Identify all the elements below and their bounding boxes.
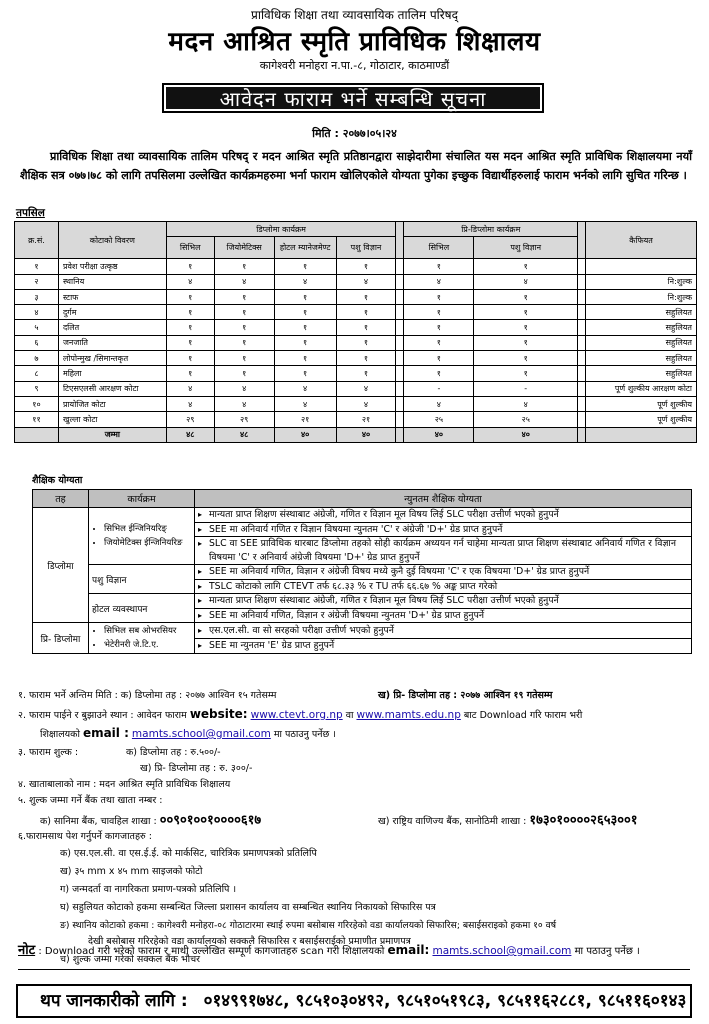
spacer-cell xyxy=(578,351,586,366)
requirement-item: ▸ SEE मा न्युनतम 'E' ग्रेड प्राप्त हुनुपर्ने xyxy=(195,639,691,653)
col-civil: सिभिल xyxy=(166,237,214,259)
level-diploma: डिप्लोमा xyxy=(33,508,89,623)
send-text: मा पठाउनु पर्नेछ । xyxy=(273,729,336,740)
cell-c2: १ xyxy=(214,259,274,274)
col-vet: पशु विज्ञान xyxy=(336,237,396,259)
cell-c3: ४ xyxy=(274,274,336,289)
cell-rem: पूर्ण शुल्कीय xyxy=(586,412,697,427)
cell-c4: १ xyxy=(336,289,396,304)
requirement-engineering xyxy=(195,508,692,565)
col-program: कार्यक्रम xyxy=(89,490,195,508)
spacer-cell xyxy=(578,366,586,381)
total-cell: ४० xyxy=(474,427,578,442)
cell-c4: ४ xyxy=(336,274,396,289)
cell-rem: सहुलियत xyxy=(586,366,697,381)
cell-c6: ४ xyxy=(474,274,578,289)
col-level: तह xyxy=(33,490,89,508)
program-vet: पशु विज्ञान xyxy=(89,565,195,594)
spacer-cell xyxy=(396,259,404,274)
bank2-account: १७३०१००००२६५३००१ xyxy=(529,813,638,828)
col-quota: कोटाको विवरण xyxy=(58,222,166,259)
requirement-item: ▸ मान्यता प्राप्त शिक्षण संस्थाबाट अंग्रेजी, गणित र विज्ञान मूल विषय लिई SLC परीक्षा उत्तीर्ण भएको हुनुपर्ने xyxy=(195,594,691,609)
cell-quota: स्थानिय xyxy=(58,274,166,289)
cell-c6: १ xyxy=(474,335,578,350)
table-row xyxy=(15,274,697,289)
cell-c2: १ xyxy=(214,335,274,350)
spacer-cell xyxy=(396,320,404,335)
spacer-cell xyxy=(396,412,404,427)
total-cell: ४८ xyxy=(214,427,274,442)
notice-title: आवेदन फाराम भर्ने सम्बन्धि सूचना xyxy=(166,87,540,109)
cell-c2: १ xyxy=(214,320,274,335)
table-row xyxy=(15,335,697,350)
spacer-cell xyxy=(578,274,586,289)
cell-c2: १ xyxy=(214,289,274,304)
spacer-cell xyxy=(578,289,586,304)
cell-c3: १ xyxy=(274,351,336,366)
total-cell: ४० xyxy=(404,427,474,442)
total-cell: ४८ xyxy=(166,427,214,442)
spacer-cell xyxy=(578,259,586,274)
note-line xyxy=(18,940,698,958)
cell-sn: २ xyxy=(15,274,59,289)
fee-prediploma: ख) प्रि- डिप्लोमा तह : रु. ३००/- xyxy=(140,763,253,774)
download-text: बाट Download गरि फाराम भरी xyxy=(463,710,583,721)
requirement-prediploma xyxy=(195,623,692,654)
cell-c5: १ xyxy=(404,351,474,366)
cell-c4: १ xyxy=(336,335,396,350)
fee-label: ३. फाराम शुल्क : xyxy=(18,747,79,758)
spacer-cell xyxy=(396,305,404,320)
requirement-item: ▸ TSLC कोटाको लागि CTEVT तर्फ ६८.३३ % र TU तर्फ ६६.६७ % अङ्क प्राप्त गरेको xyxy=(195,580,691,594)
col-prediploma: प्रि-डिप्लोमा कार्यक्रम xyxy=(404,222,578,237)
spacer xyxy=(578,222,586,259)
cell-c4: १ xyxy=(336,351,396,366)
cell-quota: स्टाफ xyxy=(58,289,166,304)
cell-c6: १ xyxy=(474,351,578,366)
cell-rem: सहुलियत xyxy=(586,320,697,335)
requirement-item: ▸ SEE मा अनिवार्य गणित, विज्ञान र अंग्रेजी विषय मध्ये कुनै दुई विषयमा 'C' र एक विषयमा 'D+' ग्रेड प्राप्त हुनुपर्ने xyxy=(195,565,691,580)
col-pre-vet: पशु विज्ञान xyxy=(474,237,578,259)
cell-c6: १ xyxy=(474,320,578,335)
council-name: प्राविधिक शिक्षा तथा व्यावसायिक तालिम परिषद् xyxy=(251,8,458,22)
bank1-account: ००९०१००१००००६१७ xyxy=(159,813,262,828)
cell-c4: २१ xyxy=(336,412,396,427)
cell-c5: ४ xyxy=(404,396,474,411)
table-row xyxy=(15,289,697,304)
spacer-cell xyxy=(578,412,586,427)
or-text: वा xyxy=(345,710,354,721)
cell-c1: १ xyxy=(166,335,214,350)
requirement-item: ▸ मान्यता प्राप्त शिक्षण संस्थाबाट अंग्रेजी, गणित र विज्ञान मूल विषय लिई SLC परीक्षा उत्तीर्ण भएको हुनुपर्ने xyxy=(195,508,691,523)
spacer xyxy=(396,222,404,259)
cell-quota: महिला xyxy=(58,366,166,381)
note-label: नोट xyxy=(18,943,36,958)
school-address: कागेश्वरी मनोहरा न.पा.-८, गोठाटार, काठमाण्डौं xyxy=(259,59,450,72)
intro-paragraph: प्राविधिक शिक्षा तथा व्यावसायिक तालिम परिषद् र मदन आश्रित स्मृति प्रतिष्ठानद्वारा साझेदारीमा संचालित यस मदन आश्रित स्मृति प्राविधिक शिक्षालयमा नयाँ शैक्षिक सत्र ०७७।७८ को लागि तपसिलमा उल्लेखित कार्यक्रमहरुमा भर्ना फाराम खोलिएकोले योग्यता पुगेका इच्छुक विद्यार्थीहरुलाई फाराम भर्नको लागि सुचित गरिन्छ । xyxy=(20,150,692,182)
program-pre-civil: • सिभिल सब ओभरसियर xyxy=(104,624,191,638)
cell-c4: १ xyxy=(336,259,396,274)
deadline-diploma: १. फाराम भर्ने अन्तिम मिति : क) डिप्लोमा तह : २०७७ आश्विन १५ गतेसम्म xyxy=(18,690,277,701)
cell-c1: ४ xyxy=(166,274,214,289)
requirement-item: ▸ SLC वा SEE प्राविधिक धारबाट डिप्लोमा तहको सोही कार्यक्रम अध्ययन गर्न चाहेमा मान्यता प्राप्त शिक्षण संस्थाबाट अनिवार्य गणित र विज्ञान विषयमा 'C' र अनिवार्य अंग्रेजी विषयमा 'D+' ग्रेड प्राप्त हुनुपर्ने xyxy=(195,537,691,564)
requirement-hotel xyxy=(195,594,692,623)
spacer-cell xyxy=(578,305,586,320)
cell-rem: सहुलियत xyxy=(586,335,697,350)
bank2-name: ख) राष्ट्रिय वाणिज्य बैंक, सानोठिमी शाखा : xyxy=(378,816,527,827)
cell-sn: ९ xyxy=(15,381,59,396)
cell-c2: ४ xyxy=(214,381,274,396)
form-location-label: २. फाराम पाईने र बुझाउने स्थान : आवेदन फाराम xyxy=(18,710,187,721)
spacer-cell xyxy=(578,335,586,350)
note-send-text: मा पठाउनु पर्नेछ । xyxy=(574,946,640,957)
spacer-cell xyxy=(396,396,404,411)
note-email-link[interactable]: mamts.school@gmail.com xyxy=(432,945,572,957)
note-email-label: email: xyxy=(387,943,430,957)
cell-quota: खुल्ला कोटा xyxy=(58,412,166,427)
cell-c1: १ xyxy=(166,366,214,381)
cell-quota: दुर्गम xyxy=(58,305,166,320)
document-item: देखी बसोबास गरिरहेको वडा कार्यालयको सक्कलै सिफारिस र बसाईसराईको प्रमाणीत प्रमाणपत्र xyxy=(88,936,411,947)
col-hotel: होटल म्यानेजमेण्ट xyxy=(274,237,336,259)
cell-quota: दलित xyxy=(58,320,166,335)
program-hotel: होटल व्यवस्थापन xyxy=(89,594,195,623)
spacer-cell xyxy=(396,351,404,366)
cell-c1: २९ xyxy=(166,412,214,427)
cell-c2: १ xyxy=(214,351,274,366)
notice-banner xyxy=(162,83,544,113)
spacer-cell xyxy=(578,320,586,335)
cell-sn: ५ xyxy=(15,320,59,335)
cell-c5: १ xyxy=(404,320,474,335)
col-diploma: डिप्लोमा कार्यक्रम xyxy=(166,222,396,237)
cell-c3: ४ xyxy=(274,396,336,411)
school-text: शिक्षालयको xyxy=(40,729,80,740)
cell-c6: २५ xyxy=(474,412,578,427)
total-cell: ४० xyxy=(336,427,396,442)
document-item: ख) ३५ mm x ४५ mm साइजको फोटो xyxy=(60,866,203,877)
contact-box xyxy=(16,984,692,1018)
cell-c4: १ xyxy=(336,305,396,320)
table-row xyxy=(15,305,697,320)
cell-c3: २१ xyxy=(274,412,336,427)
cell-c3: १ xyxy=(274,320,336,335)
document-item: ग) जन्मदर्ता वा नागरिकता प्रमाण-पत्रको प्रतिलिपि । xyxy=(60,884,237,895)
cell-sn: १० xyxy=(15,396,59,411)
spacer-cell xyxy=(396,335,404,350)
col-min-qualification: न्युनतम शैक्षिक योग्यता xyxy=(195,490,692,508)
divider xyxy=(18,969,690,970)
cell-c5: १ xyxy=(404,259,474,274)
cell-c2: ४ xyxy=(214,274,274,289)
level-prediploma: प्रि- डिप्लोमा xyxy=(33,623,89,654)
cell-c3: १ xyxy=(274,305,336,320)
spacer-cell xyxy=(396,381,404,396)
program-pre-vet: • भेटेरीनरी जे.टि.ए. xyxy=(104,638,191,652)
cell-quota: जनजाति xyxy=(58,335,166,350)
total-row xyxy=(15,427,697,442)
website-label: website: xyxy=(189,707,248,721)
contact-numbers: ०१४९९१७४८, ९८५१०३०४९२, ९८५१०५१९८३, ९८५११६२८८१, ९८५११६०१४३ xyxy=(203,991,687,1011)
cell-c6: १ xyxy=(474,305,578,320)
cell-rem: नि:शुल्क xyxy=(586,274,697,289)
cell-c3: १ xyxy=(274,335,336,350)
contact-label: थप जानकारीको लागि : xyxy=(40,991,188,1011)
bank1-name: क) सानिमा बैंक, चावहिल शाखा : xyxy=(40,816,157,827)
cell-c5: १ xyxy=(404,305,474,320)
cell-c6: १ xyxy=(474,259,578,274)
spacer-cell xyxy=(396,274,404,289)
seat-table xyxy=(14,221,697,443)
cell-rem: नि:शुल्क xyxy=(586,289,697,304)
cell-rem: सहुलियत xyxy=(586,305,697,320)
table-row xyxy=(15,320,697,335)
cell-rem: सहुलियत xyxy=(586,351,697,366)
cell-c3: १ xyxy=(274,259,336,274)
documents-heading: ६.फारामसाथ पेश गर्नुपर्ने कागजातहरु : xyxy=(18,831,152,842)
email-link[interactable]: mamts.school@gmail.com xyxy=(131,728,271,740)
email-label: email : xyxy=(82,726,129,740)
cell-c3: १ xyxy=(274,366,336,381)
cell-c1: १ xyxy=(166,320,214,335)
col-sn: क्र.सं. xyxy=(15,222,59,259)
cell-c4: ४ xyxy=(336,396,396,411)
requirement-vet xyxy=(195,565,692,594)
notice-date: मिति : २०७७।०५।२४ xyxy=(312,127,397,140)
account-name: ४. खाताबालाको नाम : मदन आश्रित स्मृति प्राविधिक शिक्षालय xyxy=(18,779,231,790)
cell-c5: २५ xyxy=(404,412,474,427)
cell-c5: १ xyxy=(404,289,474,304)
cell-c6: ४ xyxy=(474,396,578,411)
document-item: क) एस.एल.सी. वा एस.ई.ई. को मार्कसिट, चारित्रिक प्रमाणपत्रको प्रतिलिपि xyxy=(60,848,317,859)
cell-c5: १ xyxy=(404,335,474,350)
col-remarks: कैफियत xyxy=(586,222,697,259)
cell-c2: २९ xyxy=(214,412,274,427)
table-row xyxy=(15,396,697,411)
fee-diploma: क) डिप्लोमा तह : रु.५००/- xyxy=(126,747,221,758)
cell-c2: १ xyxy=(214,305,274,320)
school-name: मदन आश्रित स्मृति प्राविधिक शिक्षालय xyxy=(168,27,541,57)
cell-sn: ४ xyxy=(15,305,59,320)
cell-rem: पूर्ण शुल्कीय xyxy=(586,396,697,411)
requirement-item: ▸ SEE मा अनिवार्य गणित र विज्ञान विषयमा न्युनतम 'C' र अंग्रेजी 'D+' ग्रेड प्राप्त हुनुपर्ने xyxy=(195,523,691,538)
table-row xyxy=(15,412,697,427)
cell-c1: ४ xyxy=(166,381,214,396)
cell-quota: प्रायोजित कोटा xyxy=(58,396,166,411)
cell-rem xyxy=(586,259,697,274)
col-pre-civil: सिभिल xyxy=(404,237,474,259)
requirement-item: ▸ SEE मा अनिवार्य गणित, विज्ञान र अंग्रेजी विषयमा न्युनतम 'D+' ग्रेड प्राप्त हुनुपर्ने xyxy=(195,609,691,623)
cell-c5: १ xyxy=(404,366,474,381)
document-item: घ) सहुलियत कोटाको हकमा सम्बन्धित जिल्ला प्रशासन कार्यालय वा सम्बन्धित स्थानिय निकायको सिफारिस पत्र xyxy=(60,902,436,913)
cell-c6: - xyxy=(474,381,578,396)
total-label: जम्मा xyxy=(58,427,166,442)
cell-c3: १ xyxy=(274,289,336,304)
cell-sn: ७ xyxy=(15,351,59,366)
spacer-cell xyxy=(578,396,586,411)
cell-c4: ४ xyxy=(336,381,396,396)
cell-c1: १ xyxy=(166,259,214,274)
document-item: ङ) स्थानिय कोटाको हकमा : कागेश्वरी मनोहरा-०८ गोठाटारमा स्थाई रुपमा बसोबास गरिरहेको वडा कार्यालयको सिफारिस; बसाईसराइको हकमा १० वर्ष xyxy=(60,920,557,931)
cell-c5: - xyxy=(404,381,474,396)
cell-sn: ३ xyxy=(15,289,59,304)
mamts-link[interactable]: www.mamts.edu.np xyxy=(356,709,461,721)
spacer-cell xyxy=(396,289,404,304)
cell-c5: ४ xyxy=(404,274,474,289)
cell-c1: १ xyxy=(166,289,214,304)
bank-heading: ५. शुल्क जम्मा गर्ने बैंक तथा खाता नम्बर : xyxy=(18,795,163,806)
tapsil-heading: तपसिल xyxy=(16,207,45,219)
spacer-cell xyxy=(396,366,404,381)
cell-quota: टिएसएलसी आरक्षण कोटा xyxy=(58,381,166,396)
qualification-heading: शैक्षिक योग्यता xyxy=(32,475,83,486)
requirement-item: ▸ एस.एल.सी. वा सो सरहको परीक्षा उत्तीर्ण भएको हुनुपर्ने xyxy=(195,624,691,639)
cell-sn: ६ xyxy=(15,335,59,350)
cell-c6: १ xyxy=(474,366,578,381)
cell-sn: १ xyxy=(15,259,59,274)
cell-c4: १ xyxy=(336,366,396,381)
cell-c1: १ xyxy=(166,305,214,320)
cell-rem: पूर्ण शुल्कीय आरक्षण कोटा xyxy=(586,381,697,396)
cell-c4: १ xyxy=(336,320,396,335)
table-row xyxy=(15,381,697,396)
spacer-cell xyxy=(578,381,586,396)
program-prediploma xyxy=(89,623,195,654)
cell-quota: लोपोन्मुख /सिमान्तकृत xyxy=(58,351,166,366)
deadline-prediploma: ख) प्रि- डिप्लोमा तह : २०७७ आश्विन १९ गतेसम्म xyxy=(378,690,553,701)
program-civil: • सिभिल ईन्जिनियरिङ् xyxy=(104,522,191,536)
cell-c6: १ xyxy=(474,289,578,304)
col-geomatics: जियोमेटिक्स xyxy=(214,237,274,259)
document-item: च) शुल्क जम्मा गरेको सक्कल बैंक भौचर xyxy=(60,954,201,965)
cell-sn: ११ xyxy=(15,412,59,427)
table-row xyxy=(15,259,697,274)
program-engineering xyxy=(89,508,195,565)
cell-sn: ८ xyxy=(15,366,59,381)
note-text: : Download गरी भरेको फाराम र माथी उल्लेखित सम्पूर्ण कागजातहरु scan गरी शिक्षालयको xyxy=(38,946,385,957)
cell-c3: ४ xyxy=(274,381,336,396)
cell-quota: प्रवेश परीक्षा उत्कृष्ठ xyxy=(58,259,166,274)
program-geomatics: • जियोमेटिक्स ईन्जिनियरिङ xyxy=(104,536,191,550)
cell-c2: १ xyxy=(214,366,274,381)
ctevt-link[interactable]: www.ctevt.org.np xyxy=(250,709,343,721)
cell-c2: ४ xyxy=(214,396,274,411)
table-row xyxy=(15,366,697,381)
total-cell: ४० xyxy=(274,427,336,442)
qualification-table xyxy=(32,489,692,654)
cell-c1: १ xyxy=(166,351,214,366)
table-row xyxy=(15,351,697,366)
cell-c1: ४ xyxy=(166,396,214,411)
